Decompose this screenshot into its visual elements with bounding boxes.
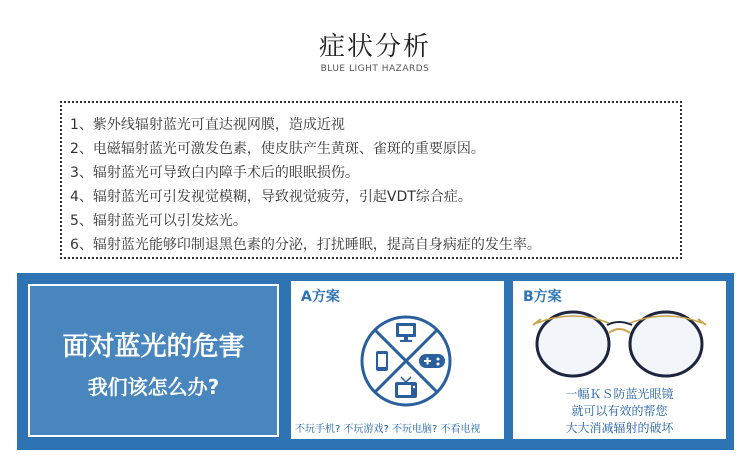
symptom-item: 3、辐射蓝光可导致白内障手术后的眼眠损伤。 [70,165,359,181]
question-heading: 面对蓝光的危害 [62,332,245,362]
plan-b-description [513,386,726,437]
symptom-item: 2、电磁辐射蓝光可激发色素，使皮肤产生黄斑、雀斑的重要原因。 [70,141,485,157]
question-subheading: 我们该怎么办? [87,375,220,399]
symptom-item: 1、紫外线辐射蓝光可直达视网膜，造成近视 [70,117,345,133]
symptoms-box [60,101,682,259]
symptom-item: 5、辐射蓝光可以引发炫光。 [70,213,247,229]
plan-a-caption: 不玩手机? 不玩游戏? 不玩电脑? 不看电视 [295,424,481,435]
plan-a-card [291,281,504,439]
symptom-item: 6、辐射蓝光能够印制退黑色素的分泌，打扰睡眠，提高自身病症的发生率。 [70,237,541,253]
plan-b-line: 一幅ＫＳ防蓝光眼镜 [565,387,674,401]
page-subtitle: BLUE LIGHT HAZARDS [320,64,430,74]
symptom-item: 4、辐射蓝光可引发视觉模糊，导致视觉疲劳，引起VDT综合症。 [70,189,472,205]
symptoms-list [70,113,680,257]
plan-a-label: A方案 [301,289,340,305]
gamepad-icon [419,354,445,368]
plan-b-card [513,281,726,439]
solutions-banner [17,273,734,450]
monitor-icon [396,323,416,342]
tv-icon [395,377,417,398]
phone-icon [376,351,388,371]
plan-b-line: 就可以有效的帮您 [571,404,668,418]
question-card [28,284,279,437]
plan-b-line: 大大消减辐射的破坏 [565,421,674,435]
plan-b-label: B方案 [523,289,562,305]
page-title: 症状分析 [318,32,431,62]
